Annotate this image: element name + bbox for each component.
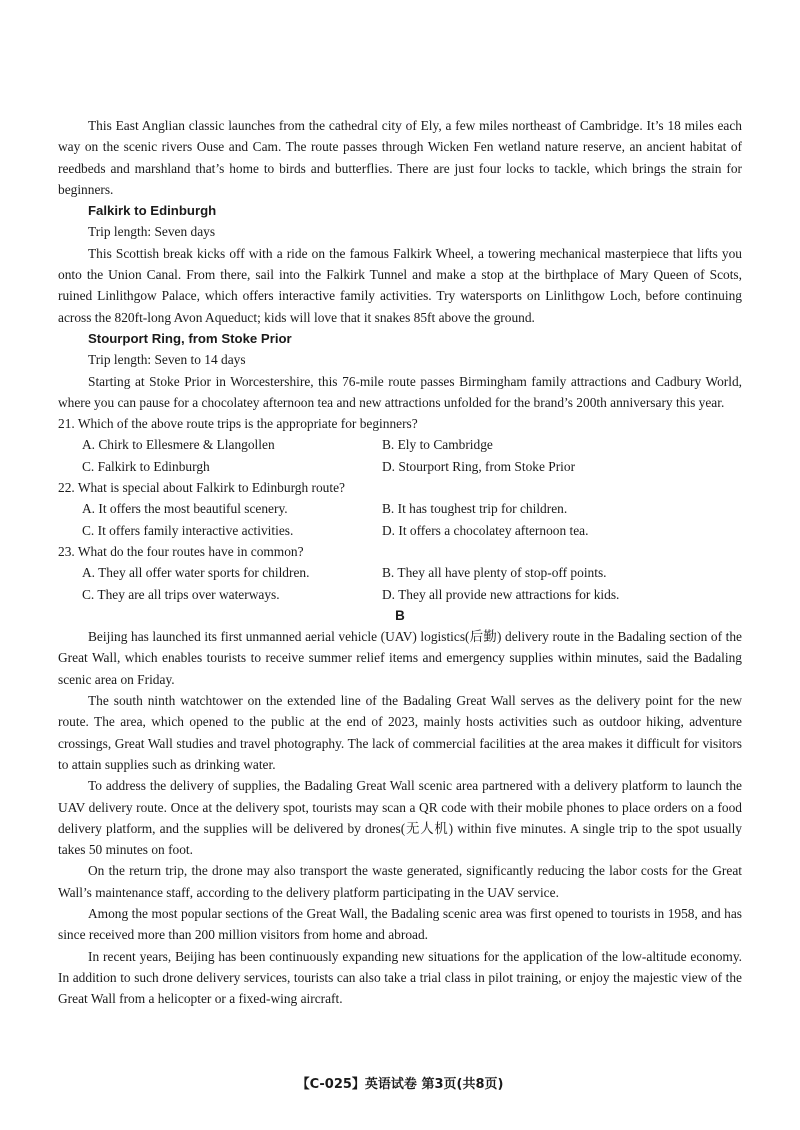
option-c[interactable]: C. It offers family interactive activities. [82, 522, 294, 538]
section-b-paragraph: On the return trip, the drone may also transport the waste generated, significantly reducing the labor costs for the Great Wall’s maintenance staff, according to the delivery platform participating in the UAV service. [58, 863, 742, 900]
question-21 [58, 413, 742, 477]
question-22 [58, 477, 742, 541]
option-d[interactable]: D. Stourport Ring, from Stoke Prior [382, 458, 576, 474]
page-content [58, 115, 742, 1009]
stourport-passage: Starting at Stoke Prior in Worcestershire, this 76-mile route passes Birmingham family attractions and Cadbury World, where you can pause for a chocolatey afternoon tea and new attractions unfolded for the brand’s 200th anniversary this year. [58, 373, 742, 410]
falkirk-heading: Falkirk to Edinburgh [88, 203, 217, 219]
page-footer: 【C-025】英语试卷 第3页(共8页) [296, 1077, 504, 1092]
section-b-paragraph: To address the delivery of supplies, the Badaling Great Wall scenic area partnered with a delivery platform to launch the UAV delivery route. Once at the delivery spot, tourists may scan a QR code with their mobile phones to place orders on a food delivery platform, and the supplies will be delivered by drones(无人机) within five minutes. A single trip to the spot usually takes 50 minutes on foot. [58, 778, 742, 858]
option-d[interactable]: D. It offers a chocolatey afternoon tea. [382, 522, 589, 538]
section-b-paragraph: The south ninth watchtower on the extended line of the Badaling Great Wall serves as the delivery point for the new route. The area, which opened to the public at the end of 2023, mainly hosts activities such as outdoor hiking, adventure crossings, Great Wall studies and travel photography. The lack of commercial facilities at the area makes it difficult for visitors to attain supplies such as drinking water. [58, 693, 742, 772]
section-b-paragraph: Beijing has launched its first unmanned aerial vehicle (UAV) logistics(后勤) delivery route in the Badaling section of the Great Wall, which enables tourists to receive summer relief items and emergency supplies within minutes, said the Badaling scenic area on Friday. [58, 629, 742, 687]
answer-options [58, 498, 742, 541]
section-b-paragraph: In recent years, Beijing has been continuously expanding new situations for the application of the low-altitude economy. In addition to such drone delivery services, tourists can also take a trial class in pilot training, or enjoy the majestic view of the Great Wall from a helicopter or a fixed-wing aircraft. [58, 948, 742, 1007]
answer-options [58, 562, 742, 605]
section-b-label: B [395, 607, 405, 623]
option-b[interactable]: B. Ely to Cambridge [382, 437, 493, 453]
option-c[interactable]: C. They are all trips over waterways. [82, 586, 280, 602]
stourport-trip-length: Trip length: Seven to 14 days [88, 352, 246, 368]
option-c[interactable]: C. Falkirk to Edinburgh [82, 458, 210, 474]
question-stem: 21. Which of the above route trips is the appropriate for beginners? [58, 416, 418, 432]
option-a[interactable]: A. They all offer water sports for children. [82, 565, 310, 581]
option-d[interactable]: D. They all provide new attractions for kids. [382, 586, 620, 602]
stourport-heading: Stourport Ring, from Stoke Prior [88, 330, 292, 346]
question-stem: 23. What do the four routes have in common? [58, 543, 304, 559]
ely-passage: This East Anglian classic launches from the cathedral city of Ely, a few miles northeast of Cambridge. It’s 18 miles each way on the scenic rivers Ouse and Cam. The route passes through Wicken Fen wetland nature reserve, an ancient habitat of reedbeds and marshland that’s home to birds and butterflies. There are just four locks to tackle, which brings the strain for beginners. [58, 118, 742, 197]
option-a[interactable]: A. It offers the most beautiful scenery. [82, 501, 288, 517]
option-b[interactable]: B. It has toughest trip for children. [382, 501, 568, 517]
question-stem: 22. What is special about Falkirk to Edinburgh route? [58, 480, 345, 496]
section-b-paragraph: Among the most popular sections of the Great Wall, the Badaling scenic area was first opened to tourists in 1958, and has since received more than 200 million visitors from home and abroad. [58, 905, 742, 943]
falkirk-trip-length: Trip length: Seven days [88, 224, 216, 240]
option-b[interactable]: B. They all have plenty of stop-off points. [382, 565, 607, 581]
falkirk-passage: This Scottish break kicks off with a ride on the famous Falkirk Wheel, a towering mechanical masterpiece that lifts you onto the Union Canal. From there, sail into the Falkirk Tunnel and make a stop at the birthplace of Mary Queen of Scots, ruined Linlithgow Palace, which offers interactive family activities. Try watersports on Linlithgow Loch, before continuing across the 820ft-long Avon Aqueduct; kids will love that it snakes 85ft above the ground. [58, 245, 742, 325]
option-a[interactable]: A. Chirk to Ellesmere & Llangollen [82, 437, 275, 453]
answer-options [58, 434, 742, 477]
question-23 [58, 541, 742, 605]
